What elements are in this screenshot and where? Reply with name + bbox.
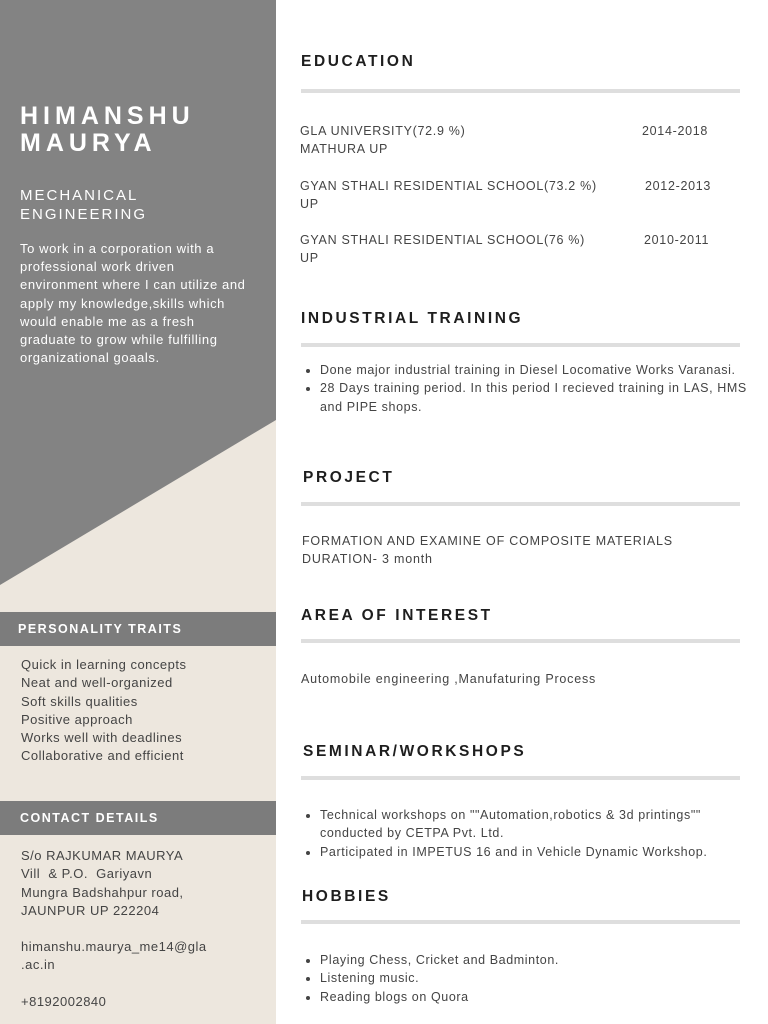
- industrial-training-divider: [301, 343, 740, 347]
- seminar-item: • Technical workshops on ""Automation,robotics & 3d printings"" conducted by CETPA Pvt. Ltd.: [320, 806, 720, 843]
- address-line: Vill & P.O. Gariyavn: [21, 866, 153, 882]
- education-years: 2010-2011: [644, 233, 710, 247]
- hobbies-list: [302, 951, 760, 1006]
- phone-number: +8192002840: [21, 993, 107, 1009]
- industrial-training-list: [302, 361, 760, 416]
- trait-item: Works well with deadlines: [21, 730, 183, 746]
- address-line: JAUNPUR UP 222204: [21, 902, 160, 918]
- area-of-interest-divider: [301, 639, 740, 643]
- hobby-item: • Playing Chess, Cricket and Badminton.: [320, 951, 760, 969]
- sidebar: [0, 0, 276, 1024]
- seminar-item: • Participated in IMPETUS 16 and in Vehicle Dynamic Workshop.: [320, 843, 720, 861]
- project-duration: DURATION- 3 month: [302, 552, 433, 566]
- discipline-title: MECHANICAL ENGINEERING: [20, 187, 148, 223]
- trait-item: Soft skills qualities: [21, 693, 138, 709]
- hobby-item: • Reading blogs on Quora: [320, 988, 760, 1006]
- trait-item: Neat and well-organized: [21, 675, 173, 691]
- training-item: • 28 Days training period. In this period I recieved training in LAS, HMS and PIPE shops.: [320, 379, 760, 416]
- seminar-workshops-heading: SEMINAR/WORKSHOPS: [303, 743, 527, 760]
- hobby-item: • Listening music.: [320, 969, 760, 987]
- seminar-workshops-list: [302, 806, 720, 861]
- education-institution: GLA UNIVERSITY(72.9 %) MATHURA UP: [300, 124, 466, 156]
- education-entry: [300, 177, 740, 213]
- education-institution: GYAN STHALI RESIDENTIAL SCHOOL(76 %) UP: [300, 233, 585, 265]
- education-divider: [301, 89, 740, 93]
- address-line: Mungra Badshahpur road,: [21, 884, 184, 900]
- area-of-interest-heading: AREA OF INTEREST: [301, 607, 493, 624]
- personality-traits-list: [21, 656, 271, 766]
- contact-details-heading: CONTACT DETAILS: [0, 801, 276, 835]
- hobbies-heading: HOBBIES: [302, 888, 391, 905]
- candidate-name: HIMANSHU MAURYA: [20, 102, 195, 157]
- education-entry: [300, 231, 740, 267]
- education-institution: GYAN STHALI RESIDENTIAL SCHOOL(73.2 %) UP: [300, 179, 597, 211]
- postal-address: [21, 847, 261, 920]
- education-entry: [300, 122, 740, 158]
- email-address: himanshu.maurya_me14@gla .ac.in: [21, 939, 207, 973]
- area-of-interest-text: Automobile engineering ,Manufaturing Process: [301, 672, 597, 686]
- education-years: 2012-2013: [645, 179, 712, 193]
- training-item: • Done major industrial training in Diesel Locomative Works Varanasi.: [320, 361, 760, 379]
- trait-item: Quick in learning concepts: [21, 657, 187, 672]
- seminar-workshops-divider: [301, 776, 740, 780]
- trait-item: Positive approach: [21, 711, 133, 727]
- industrial-training-heading: INDUSTRIAL TRAINING: [301, 310, 524, 327]
- hobbies-divider: [301, 920, 740, 924]
- project-details: [302, 532, 742, 568]
- personality-traits-heading: PERSONALITY TRAITS: [0, 612, 276, 646]
- address-line: S/o RAJKUMAR MAURYA: [21, 848, 184, 863]
- project-heading: PROJECT: [303, 469, 395, 486]
- career-objective: To work in a corporation with a professional work driven environment where I can utilize and apply my knowledge,skills which would enable me as a fresh graduate to grow while fulfilling organizational goaals.: [20, 241, 246, 366]
- project-divider: [301, 502, 740, 506]
- education-years: 2014-2018: [642, 124, 709, 138]
- project-title: FORMATION AND EXAMINE OF COMPOSITE MATERIALS: [302, 534, 673, 548]
- education-heading: EDUCATION: [301, 53, 416, 70]
- trait-item: Collaborative and efficient: [21, 748, 184, 764]
- contact-details: [21, 847, 261, 1011]
